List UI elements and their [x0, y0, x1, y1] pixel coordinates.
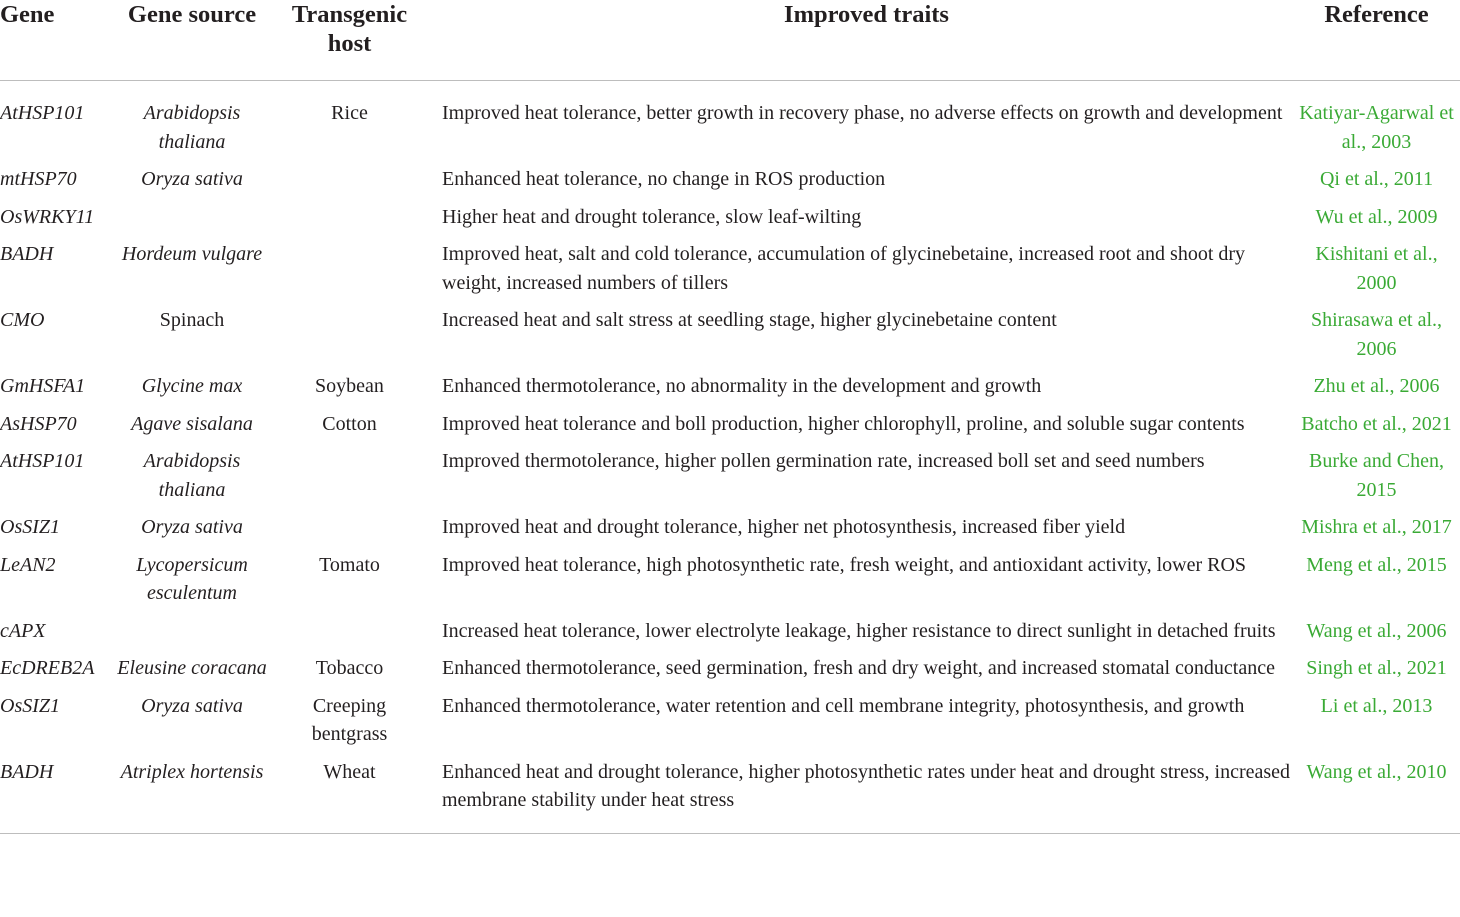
cell-gene-source: [113, 617, 271, 655]
cell-gene: BADH: [0, 758, 113, 834]
cell-gene: AtHSP101: [0, 102, 85, 124]
cell-reference-link[interactable]: Burke and Chen, 2015: [1309, 450, 1444, 501]
table-row: [0, 758, 1460, 834]
cell-improved-traits: Enhanced heat and drought tolerance, higher photosynthetic rates under heat and drought stress, increased membrane stability under heat stress: [428, 758, 1293, 834]
cell-transgenic-host: [271, 240, 428, 306]
table-header-row: [0, 0, 1460, 81]
table-row: [0, 513, 1460, 551]
header-transgenic-host-line1: Transgenic: [291, 1, 408, 28]
cell-gene-source: Eleusine coracana: [117, 657, 267, 679]
cell-gene: OsSIZ1: [0, 694, 61, 717]
cell-gene: OsWRKY11: [0, 205, 95, 228]
cell-reference-link[interactable]: Shirasawa et al., 2006: [1310, 309, 1443, 360]
cell-improved-traits: Enhanced heat tolerance, no change in ROS production: [442, 168, 886, 190]
table-row: [0, 692, 1460, 758]
table-row: [0, 447, 1460, 513]
cell-gene-source: Glycine max: [141, 375, 243, 397]
header-gene-source: Gene source: [113, 0, 271, 81]
cell-improved-traits: Improved thermotolerance, higher pollen germination rate, increased boll set and seed numbers: [442, 450, 1205, 472]
cell-gene: BADH: [0, 243, 54, 265]
cell-gene-source: Arabidopsis thaliana: [143, 450, 241, 501]
cell-gene-source: Oryza sativa: [141, 168, 243, 190]
cell-gene: EcDREB2A: [0, 657, 95, 679]
table-row: [0, 617, 1460, 655]
header-transgenic-host-line2: host: [327, 30, 372, 57]
cell-reference-link[interactable]: Meng et al., 2015: [1306, 553, 1447, 576]
cell-transgenic-host: Tomato: [319, 553, 380, 576]
cell-reference-link[interactable]: Mishra et al., 2017: [1301, 516, 1452, 538]
cell-gene-source: Oryza sativa: [141, 516, 243, 538]
cell-gene: LeAN2: [0, 553, 56, 576]
header-reference: Reference: [1293, 0, 1460, 81]
cell-gene: CMO: [0, 309, 45, 331]
table-row: [0, 410, 1460, 448]
cell-gene-source: Oryza sativa: [141, 694, 243, 717]
cell-gene-source: Spinach: [159, 309, 225, 331]
cell-improved-traits: Improved heat and drought tolerance, higher net photosynthesis, increased fiber yield: [442, 516, 1126, 538]
cell-improved-traits: Enhanced thermotolerance, no abnormality in the development and growth: [442, 375, 1042, 397]
cell-transgenic-host: [271, 617, 428, 655]
header-transgenic-host: [271, 0, 428, 81]
cell-reference-link[interactable]: Qi et al., 2011: [1319, 168, 1434, 190]
cell-improved-traits: Improved heat tolerance, better growth in recovery phase, no adverse effects on growth and development: [442, 102, 1283, 124]
cell-gene: cAPX: [0, 619, 46, 642]
cell-gene-source: Agave sisalana: [131, 412, 253, 435]
cell-improved-traits: Increased heat tolerance, lower electrolyte leakage, higher resistance to direct sunlight in detached fruits: [442, 619, 1276, 642]
table-row: [0, 203, 1460, 241]
cell-gene: AtHSP101: [0, 450, 85, 472]
header-gene: Gene: [0, 0, 113, 81]
cell-reference-link[interactable]: Batcho et al., 2021: [1301, 412, 1452, 435]
cell-reference-link[interactable]: Li et al., 2013: [1320, 694, 1433, 717]
cell-transgenic-host: Wheat: [271, 758, 428, 834]
cell-improved-traits: Enhanced thermotolerance, seed germination, fresh and dry weight, and increased stomatal conductance: [442, 657, 1275, 679]
cell-transgenic-host: [271, 447, 428, 513]
cell-gene: OsSIZ1: [0, 516, 61, 538]
table-row: [0, 240, 1460, 306]
cell-transgenic-host: [271, 513, 428, 551]
cell-transgenic-host: [271, 165, 428, 203]
cell-improved-traits: Improved heat, salt and cold tolerance, accumulation of glycinebetaine, increased root and shoot dry weight, increased numbers of tillers: [442, 243, 1246, 294]
cell-improved-traits: Enhanced thermotolerance, water retention and cell membrane integrity, photosynthesis, and growth: [442, 694, 1245, 717]
cell-transgenic-host: Cotton: [322, 412, 377, 435]
cell-improved-traits: Increased heat and salt stress at seedling stage, higher glycinebetaine content: [442, 309, 1057, 331]
cell-transgenic-host: [271, 203, 428, 241]
cell-transgenic-host: Tobacco: [315, 657, 384, 679]
cell-reference-link[interactable]: Wang et al., 2010: [1293, 758, 1460, 834]
cell-gene: GmHSFA1: [0, 375, 86, 397]
cell-improved-traits: Improved heat tolerance, high photosynthetic rate, fresh weight, and antioxidant activity, lower ROS: [442, 553, 1247, 576]
cell-transgenic-host: Rice: [331, 102, 368, 124]
cell-transgenic-host: Soybean: [315, 375, 384, 397]
cell-gene: AsHSP70: [0, 412, 77, 435]
cell-reference-link[interactable]: Katiyar-Agarwal et al., 2003: [1299, 102, 1454, 153]
cell-improved-traits: Improved heat tolerance and boll production, higher chlorophyll, proline, and soluble sugar contents: [442, 412, 1245, 435]
cell-gene: mtHSP70: [0, 168, 77, 190]
cell-gene-source: Lycopersicum esculentum: [136, 553, 248, 604]
table-row: [0, 551, 1460, 617]
table-row: [0, 81, 1460, 166]
header-improved-traits: Improved traits: [428, 0, 1293, 81]
cell-gene-source: Atriplex hortensis: [113, 758, 271, 834]
table-row: [0, 654, 1460, 692]
table-body: [0, 81, 1460, 834]
cell-improved-traits: Higher heat and drought tolerance, slow leaf-wilting: [442, 205, 862, 228]
table-row: [0, 372, 1460, 410]
cell-gene-source: [113, 203, 271, 241]
cell-reference-link[interactable]: Singh et al., 2021: [1306, 657, 1447, 679]
cell-reference-link[interactable]: Wu et al., 2009: [1315, 205, 1438, 228]
cell-reference-link[interactable]: Wang et al., 2006: [1306, 619, 1447, 642]
table-row: [0, 306, 1460, 372]
cell-reference-link[interactable]: Kishitani et al., 2000: [1315, 243, 1438, 294]
cell-gene-source: Hordeum vulgare: [121, 243, 263, 265]
cell-transgenic-host: Creeping bentgrass: [311, 694, 388, 745]
cell-gene-source: Arabidopsis thaliana: [143, 102, 241, 153]
cell-reference-link[interactable]: Zhu et al., 2006: [1313, 375, 1440, 397]
table-row: [0, 165, 1460, 203]
cell-transgenic-host: [271, 306, 428, 372]
